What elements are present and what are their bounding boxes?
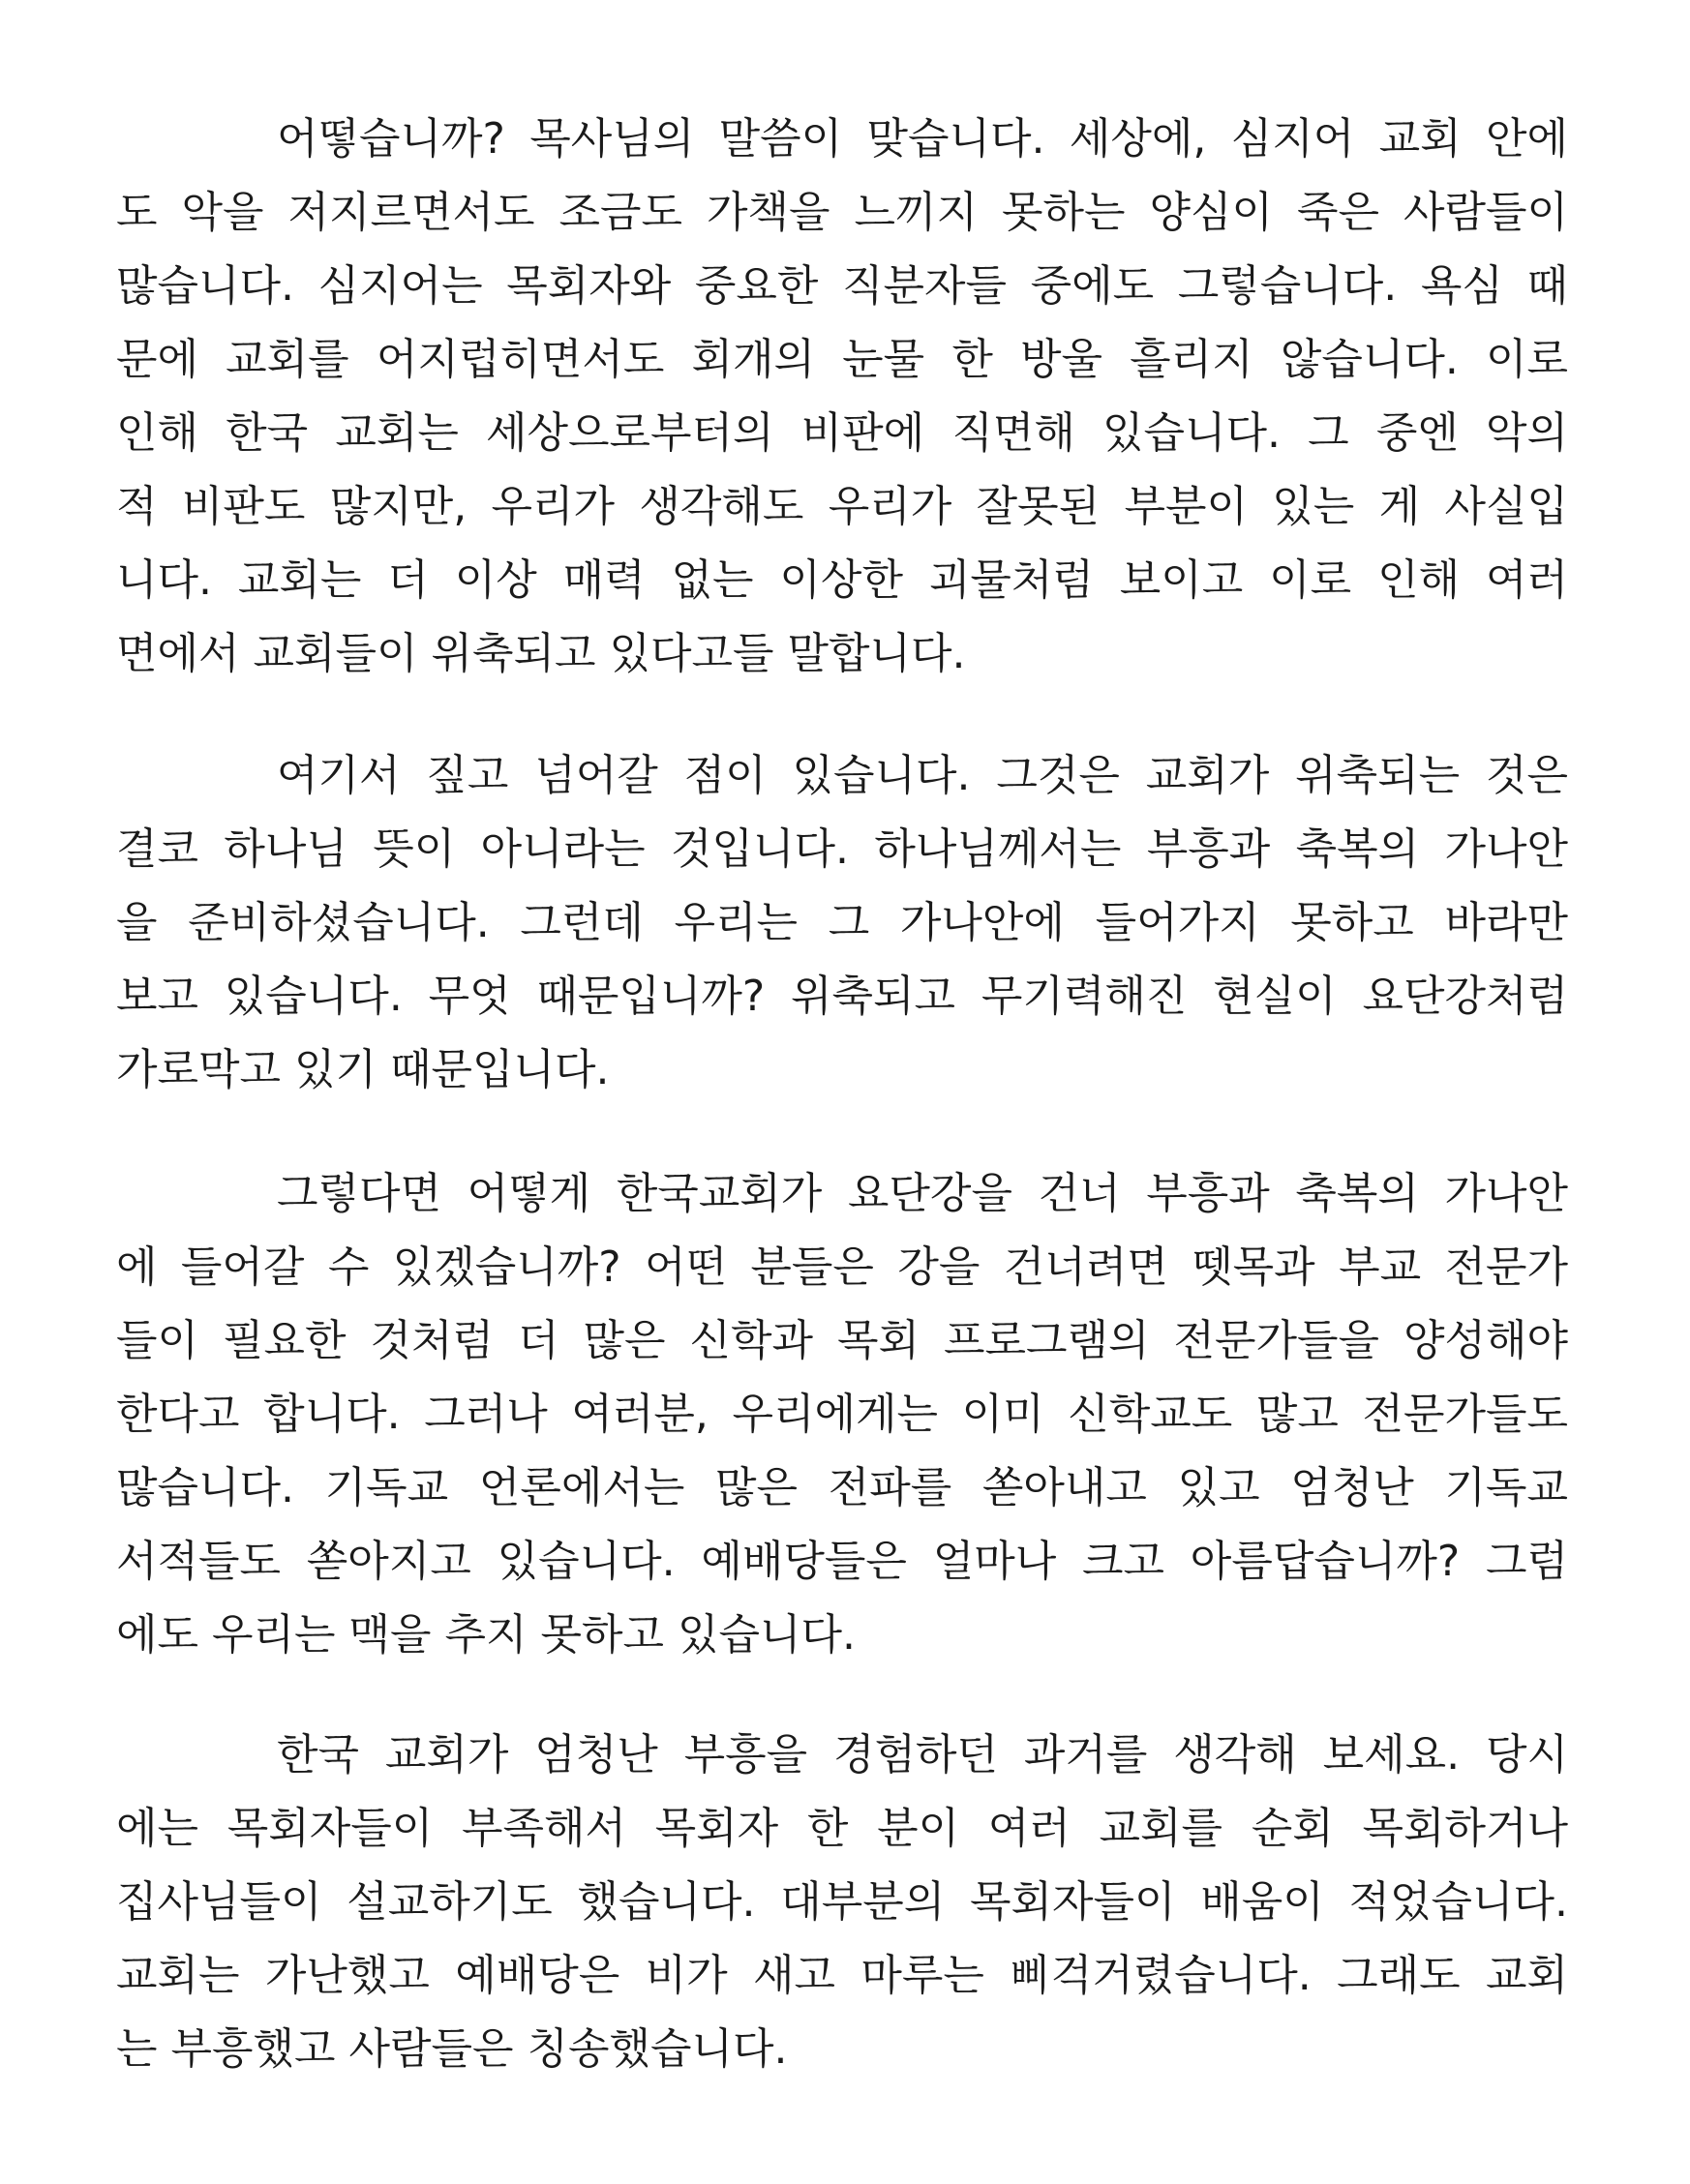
- text-line: 가로막고 있기 때문입니다.: [116, 1045, 610, 1094]
- text-line: 인해 한국 교회는 세상으로부터의 비판에 직면해 있습니다. 그 중엔 악의: [116, 408, 1568, 458]
- text-line: 을 준비하셨습니다. 그런데 우리는 그 가나안에 들어가지 못하고 바라만: [116, 898, 1568, 947]
- text-line: 는 부흥했고 사람들은 칭송했습니다.: [116, 2024, 788, 2074]
- text-line: 한다고 합니다. 그러나 여러분, 우리에게는 이미 신학교도 많고 전문가들도: [116, 1390, 1568, 1439]
- text-line: 보고 있습니다. 무엇 때문입니까? 위축되고 무기력해진 현실이 요단강처럼: [116, 972, 1568, 1021]
- paragraph-2: [116, 739, 1568, 1107]
- text-line: 에 들어갈 수 있겠습니까? 어떤 분들은 강을 건너려면 뗏목과 부교 전문가: [116, 1242, 1568, 1292]
- text-line: 많습니다. 심지어는 목회자와 중요한 직분자들 중에도 그렇습니다. 욕심 때: [116, 261, 1568, 311]
- paragraph-3: [116, 1157, 1568, 1672]
- paragraph-1: [116, 103, 1568, 691]
- text-line: 한국 교회가 엄청난 부흥을 경험하던 과거를 생각해 보세요. 당시: [277, 1730, 1568, 1780]
- text-line: 면에서 교회들이 위축되고 있다고들 말합니다.: [116, 629, 966, 678]
- text-line: 교회는 가난했고 예배당은 비가 새고 마루는 삐걱거렸습니다. 그래도 교회: [116, 1951, 1568, 2000]
- text-line: 여기서 짚고 넘어갈 점이 있습니다. 그것은 교회가 위축되는 것은: [277, 751, 1568, 800]
- text-line: 에는 목회자들이 부족해서 목회자 한 분이 여러 교회를 순회 목회하거나: [116, 1804, 1568, 1853]
- paragraph-4: [116, 1719, 1568, 2086]
- text-line: 에도 우리는 맥을 추지 못하고 있습니다.: [116, 1610, 856, 1660]
- text-line: 니다. 교회는 더 이상 매력 없는 이상한 괴물처럼 보이고 이로 인해 여러: [116, 555, 1568, 605]
- text-line: 서적들도 쏟아지고 있습니다. 예배당들은 얼마나 크고 아름답습니까? 그럼: [116, 1537, 1568, 1586]
- text-line: 결코 하나님 뜻이 아니라는 것입니다. 하나님께서는 부흥과 축복의 가나안: [116, 824, 1568, 874]
- text-line: 도 악을 저지르면서도 조금도 가책을 느끼지 못하는 양심이 죽은 사람들이: [116, 188, 1568, 237]
- text-line: 어떻습니까? 목사님의 말씀이 맞습니다. 세상에, 심지어 교회 안에: [277, 114, 1568, 164]
- text-line: 적 비판도 많지만, 우리가 생각해도 우리가 잘못된 부분이 있는 게 사실입: [116, 482, 1568, 531]
- text-line: 문에 교회를 어지럽히면서도 회개의 눈물 한 방울 흘리지 않습니다. 이로: [116, 335, 1568, 384]
- text-line: 들이 필요한 것처럼 더 많은 신학과 목회 프로그램의 전문가들을 양성해야: [116, 1316, 1568, 1365]
- text-line: 그렇다면 어떻게 한국교회가 요단강을 건너 부흥과 축복의 가나안: [277, 1169, 1568, 1218]
- text-line: 많습니다. 기독교 언론에서는 많은 전파를 쏟아내고 있고 엄청난 기독교: [116, 1463, 1568, 1512]
- text-line: 집사님들이 설교하기도 했습니다. 대부분의 목회자들이 배움이 적었습니다.: [116, 1877, 1568, 1927]
